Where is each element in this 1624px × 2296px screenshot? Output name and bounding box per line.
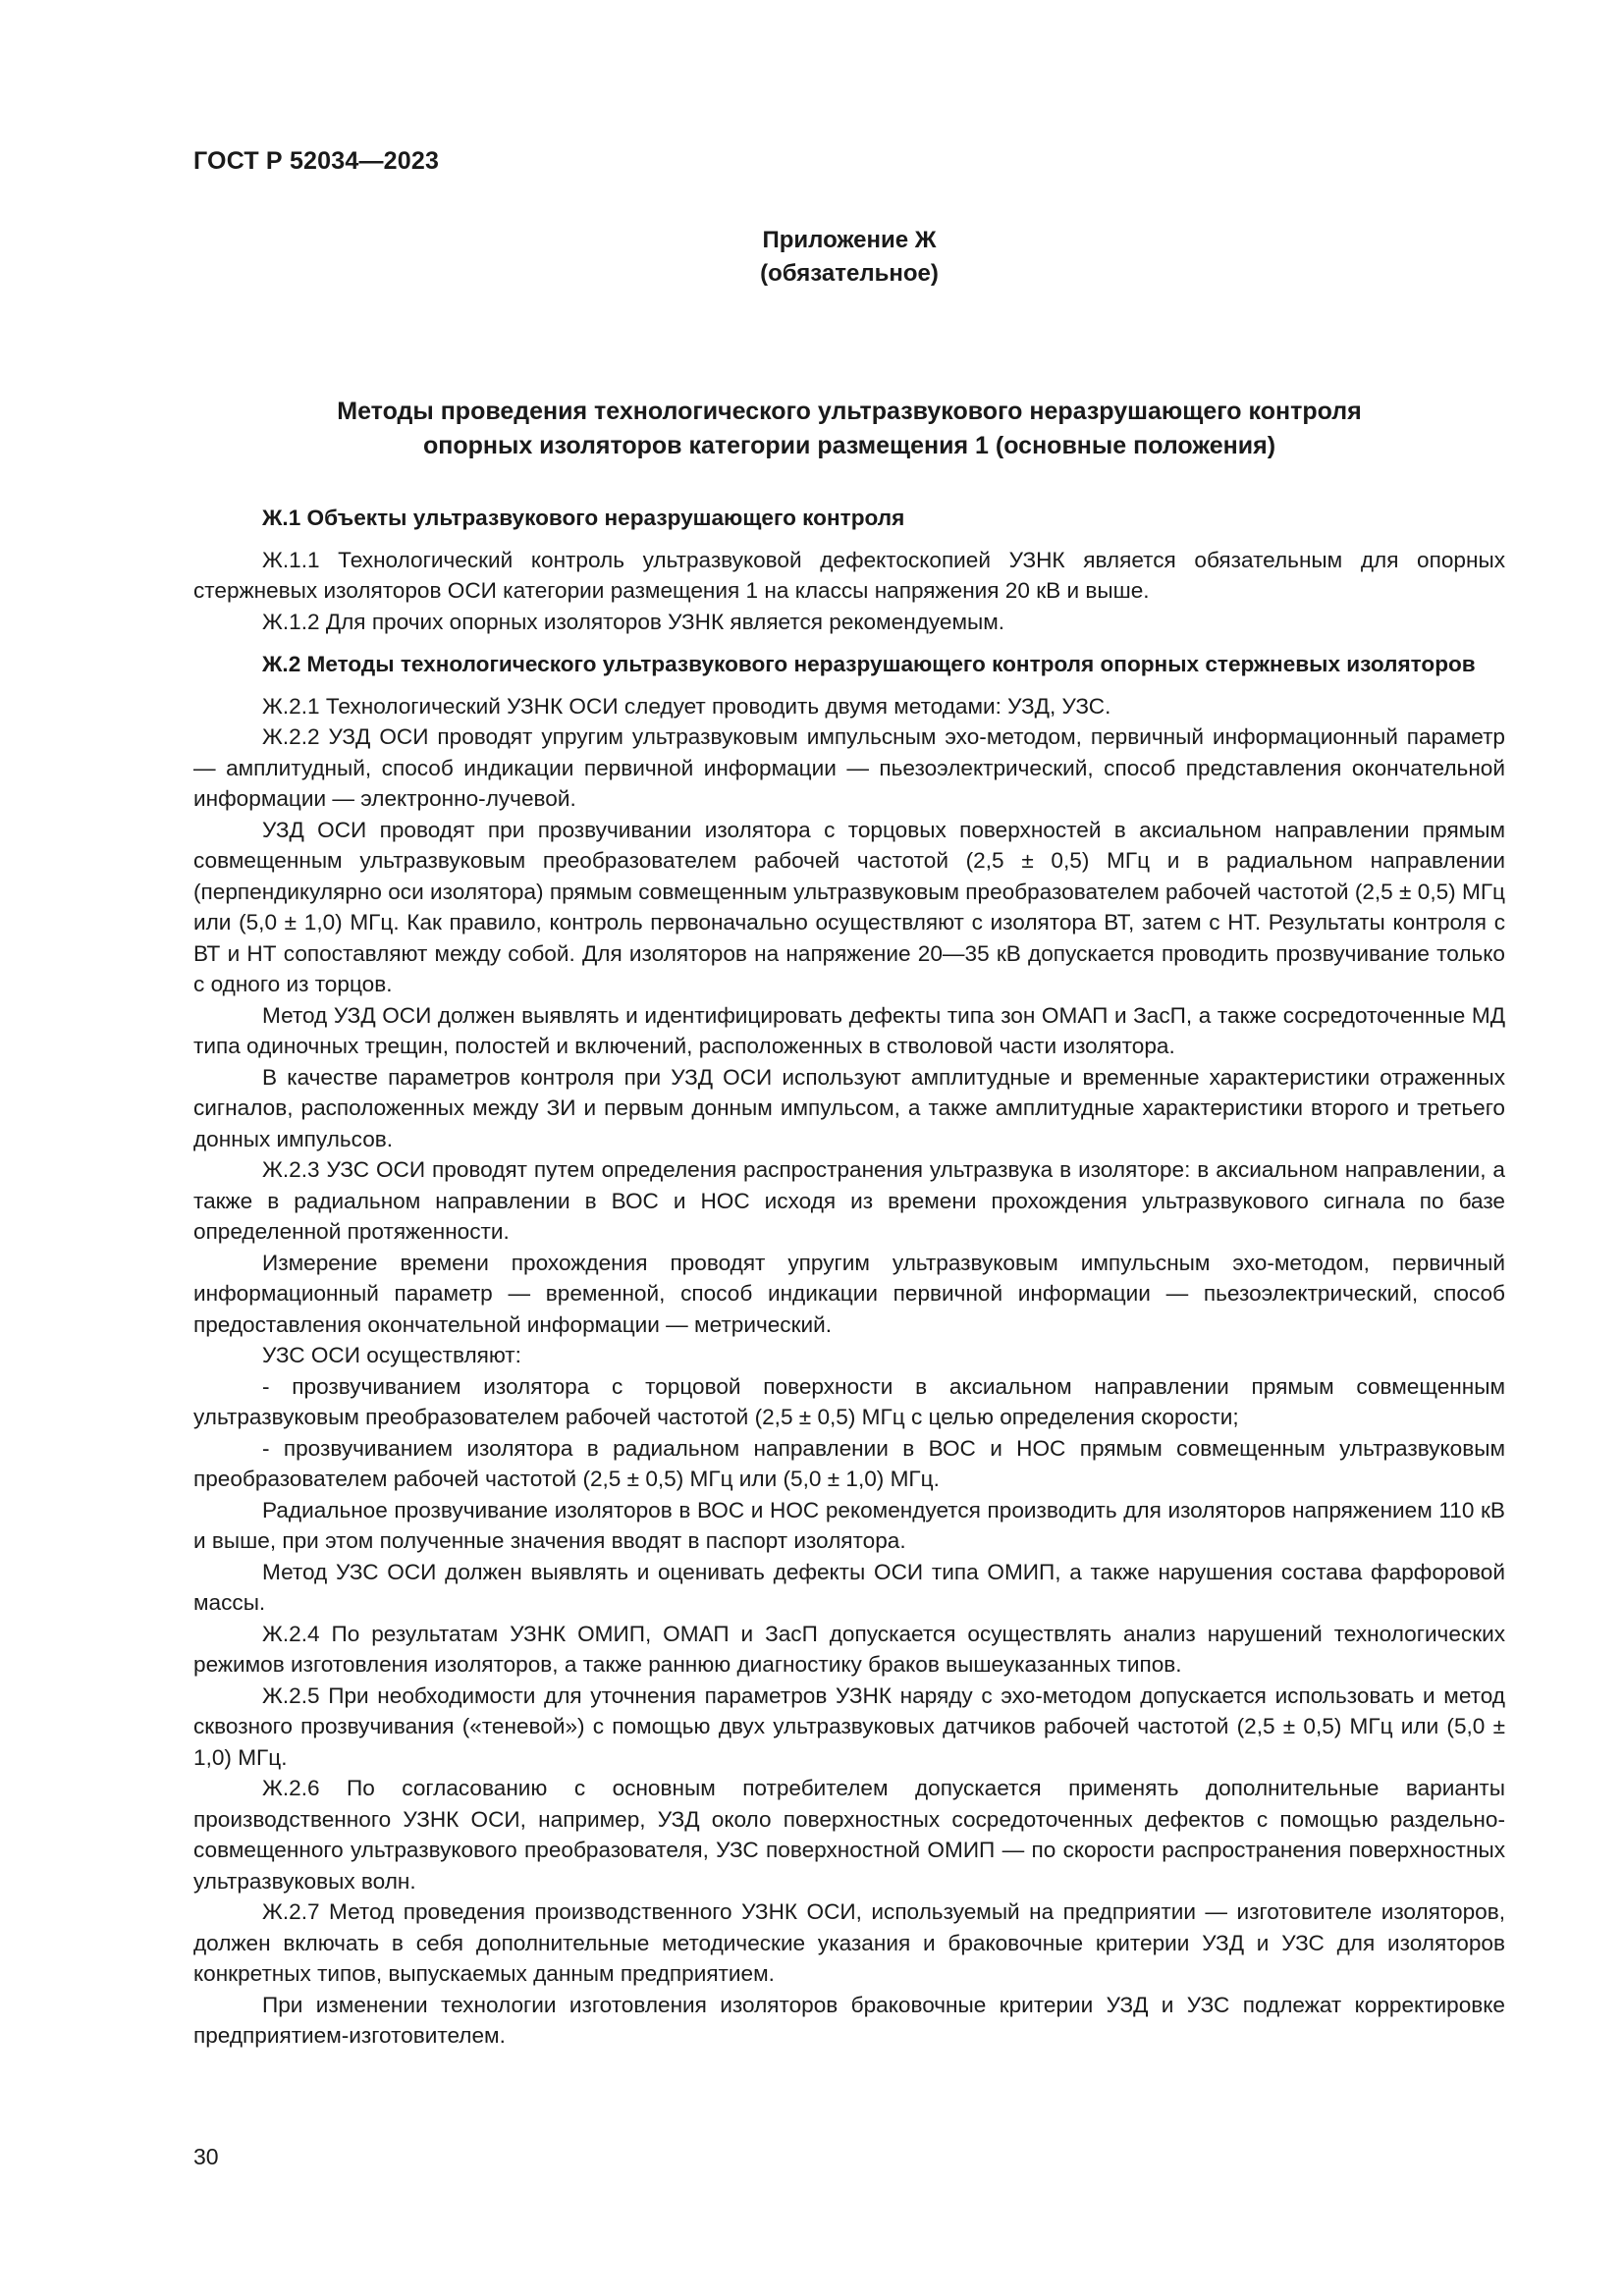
paragraph-zh-2-3: Ж.2.3 УЗС ОСИ проводят путем определения распространения ультразвука в изоляторе: в аксиальном направлении, а также в радиальном направлении в ВОС и НОС исходя из времени прохождения ультразвукового сигнала по базе определенной протяженности.	[193, 1157, 1505, 1244]
document-body	[193, 503, 1505, 2052]
appendix-title	[193, 395, 1505, 463]
list-item-axial-sounding: - прозвучиванием изолятора с торцовой поверхности в аксиальном направлении прямым совмещенным ультразвуковым преобразователем рабочей частотой (2,5 ± 0,5) МГц с целью определения скорости;	[193, 1373, 1505, 1429]
paragraph-zh-1-2: Ж.1.2 Для прочих опорных изоляторов УЗНК является рекомендуемым.	[262, 609, 1005, 634]
appendix-title-line-2: опорных изоляторов категории размещения 1 (основные положения)	[422, 432, 1276, 459]
paragraph-uzd-parameters: В качестве параметров контроля при УЗД ОСИ используют амплитудные и временные характеристики отраженных сигналов, расположенных между ЗИ и первым донным импульсом, а также амплитудные характеристики второго и третьего донных импульсов.	[193, 1064, 1505, 1151]
paragraph-zh-1-1: Ж.1.1 Технологический контроль ультразвуковой дефектоскопией УЗНК является обязательным для опорных стержневых изоляторов ОСИ категории размещения 1 на классы напряжения 20 кВ и выше.	[193, 547, 1505, 603]
page-number: 30	[193, 2144, 219, 2169]
paragraph-uzd-defects: Метод УЗД ОСИ должен выявлять и идентифицировать дефекты типа зон ОМАП и ЗасП, а также сосредоточенные МД типа одиночных трещин, полостей и включений, расположенных в стволовой части изолятора.	[193, 1002, 1505, 1058]
appendix-status: (обязательное)	[760, 260, 939, 287]
appendix-label: Приложение Ж	[762, 227, 937, 253]
paragraph-technology-change: При изменении технологии изготовления изоляторов браковочные критерии УЗД и УЗС подлежат корректировке предприятием-изготовителем.	[193, 1992, 1505, 2048]
paragraph-uzd-sounding: УЗД ОСИ проводят при прозвучивании изолятора с торцовых поверхностей в аксиальном направлении прямым совмещенным ультразвуковым преобразователем рабочей частотой (2,5 ± 0,5) МГц и в радиальном направлении (перпендикулярно оси изолятора) прямым совмещенным ультразвуковым преобразователем рабочей частотой (2,5 ± 0,5) МГц или (5,0 ± 1,0) МГц. Как правило, контроль первоначально осуществляют с изолятора ВТ, затем с НТ. Результаты контроля с ВТ и НТ сопоставляют между собой. Для изоляторов на напряжение 20—35 кВ допускается проводить прозвучивание только с одного из торцов.	[193, 817, 1505, 996]
paragraph-zh-2-1: Ж.2.1 Технологический УЗНК ОСИ следует проводить двумя методами: УЗД, УЗС.	[262, 693, 1111, 719]
appendix-title-line-1: Методы проведения технологического ультразвукового неразрушающего контроля	[337, 398, 1362, 425]
section-2-heading: Ж.2 Методы технологического ультразвукового неразрушающего контроля опорных стержневых изоляторов	[262, 652, 1476, 676]
paragraph-zh-2-5: Ж.2.5 При необходимости для уточнения параметров УЗНК наряду с эхо-методом допускается использовать и метод сквозного прозвучивания («теневой») с помощью двух ультразвуковых датчиков рабочей частотой (2,5 ± 0,5) МГц или (5,0 ± 1,0) МГц.	[193, 1682, 1505, 1770]
list-item-radial-sounding: - прозвучиванием изолятора в радиальном направлении в ВОС и НОС прямым совмещенным ультразвуковым преобразователем рабочей частотой (2,5 ± 0,5) МГц или (5,0 ± 1,0) МГц.	[193, 1435, 1505, 1491]
paragraph-radial-recommendation: Радиальное прозвучивание изоляторов в ВОС и НОС рекомендуется производить для изоляторов напряжением 110 кВ и выше, при этом полученные значения вводят в паспорт изолятора.	[193, 1497, 1505, 1553]
paragraph-time-measurement: Измерение времени прохождения проводят упругим ультразвуковым импульсным эхо-методом, первичный информационный параметр — временной, способ индикации первичной информации — пьезоэлектрический, способ предоставления окончательной информации — метрический.	[193, 1250, 1505, 1337]
paragraph-zh-2-6: Ж.2.6 По согласованию с основным потребителем допускается применять дополнительные варианты производственного УЗНК ОСИ, например, УЗД около поверхностных сосредоточенных дефектов с помощью раздельно-совмещенного ультразвукового преобразователя, УЗС поверхностной ОМИП — по скорости распространения поверхностных ультразвуковых волн.	[193, 1776, 1505, 1894]
paragraph-uzs-defects: Метод УЗС ОСИ должен выявлять и оценивать дефекты ОСИ типа ОМИП, а также нарушения состава фарфоровой массы.	[193, 1559, 1505, 1615]
paragraph-uzs-intro: УЗС ОСИ осуществляют:	[262, 1343, 521, 1367]
paragraph-zh-2-7: Ж.2.7 Метод проведения производственного УЗНК ОСИ, используемый на предприятии — изготовителе изоляторов, должен включать в себя дополнительные методические указания и браковочные критерии УЗД и УЗС для изоляторов конкретных типов, выпускаемых данным предприятием.	[193, 1899, 1505, 1986]
document-code-header: ГОСТ Р 52034—2023	[193, 147, 440, 175]
paragraph-zh-2-2: Ж.2.2 УЗД ОСИ проводят упругим ультразвуковым импульсным эхо-методом, первичный информационный параметр — амплитудный, способ индикации первичной информации — пьезоэлектрический, способ представления окончательной информации — электронно-лучевой.	[193, 724, 1505, 811]
paragraph-zh-2-4: Ж.2.4 По результатам УЗНК ОМИП, ОМАП и ЗасП допускается осуществлять анализ нарушений технологических режимов изготовления изоляторов, а также раннюю диагностику браков вышеуказанных типов.	[193, 1621, 1505, 1677]
appendix-heading	[193, 224, 1505, 291]
section-1-heading: Ж.1 Объекты ультразвукового неразрушающего контроля	[262, 506, 905, 530]
